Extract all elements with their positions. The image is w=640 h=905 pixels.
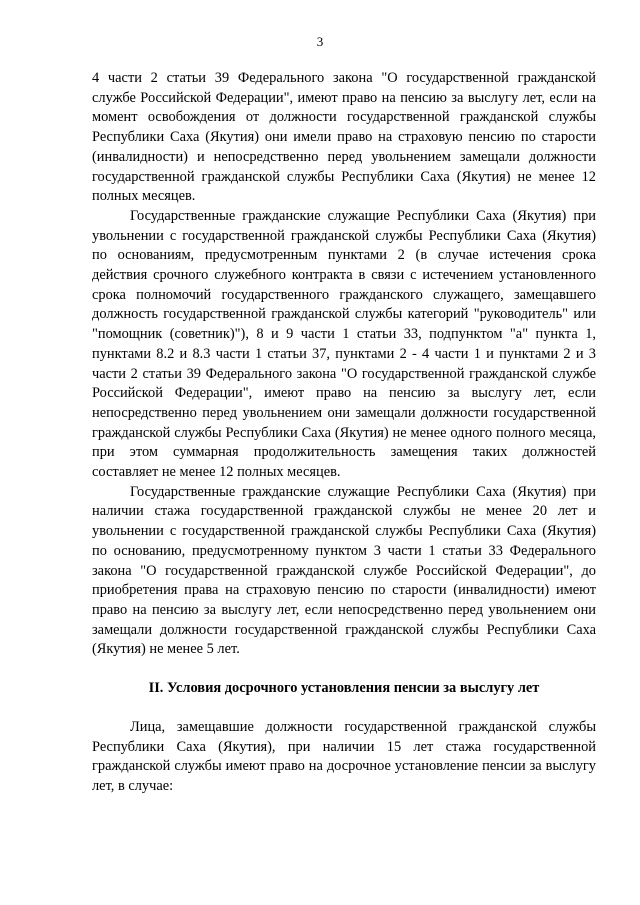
paragraph-early-pension: Лица, замещавшие должности государственной гражданской службы Республики Саха (Якутия), при наличии 15 лет стажа государственной гражданской службы имеют право на досрочное установление пенсии за выслугу лет, в случае:	[92, 718, 596, 794]
page-number: 3	[316, 34, 324, 49]
paragraph-continuation: 4 части 2 статьи 39 Федерального закона "О государственной гражданской службе Российской Федерации", имеют право на пенсию за выслугу лет, если на момент освобождения от должности государственной гражданской службы Республики Саха (Якутия) они имели право на страховую пенсию по старости (инвалидности) и непосредственно перед увольнением замещали должности государственной гражданской службы Республики Саха (Якутия) не менее 12 полных месяцев.	[92, 70, 596, 205]
paragraph-twenty-years-service: Государственные гражданские служащие Республики Саха (Якутия) при наличии стажа государственной гражданской службы не менее 20 лет и увольнении с государственной гражданской службы Республики Саха (Якутия) по основанию, предусмотренному пунктом 3 части 1 статьи 33 Федерального закона "О государственной гражданской службе Российской Федерации", до приобретения права на страховую пенсию по старости (инвалидности) имеют право на пенсию за выслугу лет, если непосредственно перед увольнением они замещали должности государственной гражданской службы Республики Саха (Якутия) не менее 5 лет.	[92, 483, 596, 658]
document-body	[92, 69, 596, 797]
section-heading: II. Условия досрочного установления пенсии за выслугу лет	[148, 680, 540, 697]
paragraph-dismissal-grounds: Государственные гражданские служащие Республики Саха (Якутия) при увольнении с государственной гражданской службы Республики Саха (Якутия) по основаниям, предусмотренным пунктами 2 (в случае истечения срока действия срочного служебного контракта в связи с истечением установленного срока полномочий государственного гражданского служащего, замещавшего должность государственной гражданской службы категорий "руководитель" или "помощник (советник)"), 8 и 9 части 1 статьи 33, подпунктом "а" пункта 1, пунктами 8.2 и 8.3 части 1 статьи 37, пунктами 2 - 4 части 1 и пунктами 2 и 3 части 2 статьи 39 Федерального закона "О государственной гражданской службе Российской Федерации", имеют право на пенсию за выслугу лет, если непосредственно перед увольнением они замещали должности государственной гражданской службы Республики Саха (Якутия) не менее одного полного месяца, при этом суммарная продолжительность замещения таких должностей составляет не менее 12 полных месяцев.	[92, 207, 596, 481]
